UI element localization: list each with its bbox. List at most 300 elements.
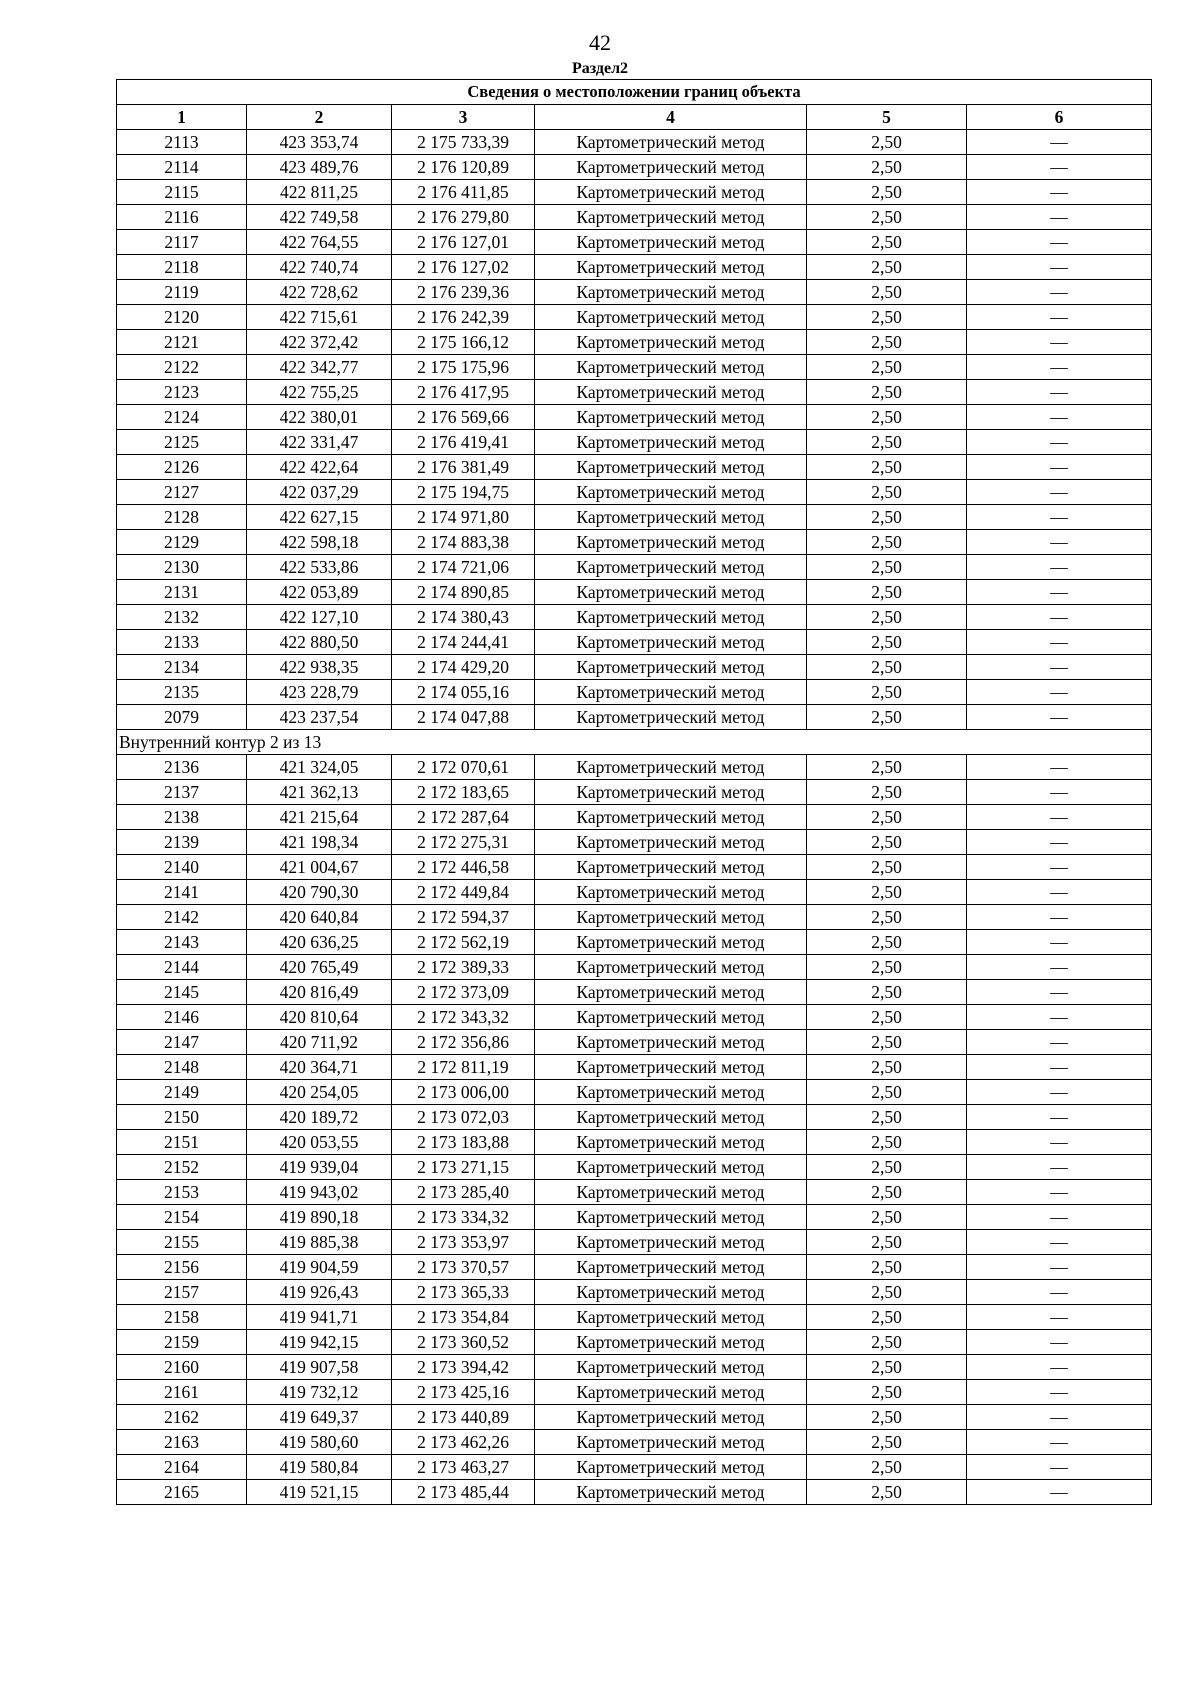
table-cell: — bbox=[967, 780, 1152, 805]
table-cell: Картометрический метод bbox=[535, 1230, 807, 1255]
table-cell: — bbox=[967, 880, 1152, 905]
table-cell: — bbox=[967, 455, 1152, 480]
table-cell: — bbox=[967, 330, 1152, 355]
table-cell: 2116 bbox=[117, 205, 247, 230]
table-cell: 422 533,86 bbox=[247, 555, 392, 580]
table-cell: 2,50 bbox=[807, 1005, 967, 1030]
table-cell: 2 173 271,15 bbox=[392, 1155, 535, 1180]
table-row bbox=[117, 555, 1152, 580]
table-cell: Картометрический метод bbox=[535, 1455, 807, 1480]
table-cell: 2 174 047,88 bbox=[392, 705, 535, 730]
table-cell: 2 172 287,64 bbox=[392, 805, 535, 830]
table-row bbox=[117, 180, 1152, 205]
table-cell: 2 174 883,38 bbox=[392, 530, 535, 555]
column-header: 1 bbox=[117, 105, 247, 130]
table-cell: Картометрический метод bbox=[535, 1130, 807, 1155]
table-caption-row bbox=[117, 80, 1152, 105]
table-cell: 2117 bbox=[117, 230, 247, 255]
table-cell: 2118 bbox=[117, 255, 247, 280]
table-cell: 2150 bbox=[117, 1105, 247, 1130]
table-cell: — bbox=[967, 1005, 1152, 1030]
table-cell: — bbox=[967, 755, 1152, 780]
table-cell: 2162 bbox=[117, 1405, 247, 1430]
table-cell: Картометрический метод bbox=[535, 1205, 807, 1230]
table-cell: 2134 bbox=[117, 655, 247, 680]
table-cell: — bbox=[967, 1080, 1152, 1105]
table-cell: — bbox=[967, 1205, 1152, 1230]
table-row bbox=[117, 1005, 1152, 1030]
table-row bbox=[117, 805, 1152, 830]
table-row bbox=[117, 1355, 1152, 1380]
table-cell: Картометрический метод bbox=[535, 1405, 807, 1430]
contour-row bbox=[117, 730, 1152, 755]
table-cell: 419 521,15 bbox=[247, 1480, 392, 1505]
table-cell: Картометрический метод bbox=[535, 155, 807, 180]
table-cell: 2 172 562,19 bbox=[392, 930, 535, 955]
table-cell: Картометрический метод bbox=[535, 855, 807, 880]
table-cell: — bbox=[967, 580, 1152, 605]
table-cell: 421 198,34 bbox=[247, 830, 392, 855]
table-cell: 2,50 bbox=[807, 130, 967, 155]
table-cell: 2,50 bbox=[807, 1155, 967, 1180]
table-cell: 420 254,05 bbox=[247, 1080, 392, 1105]
table-cell: 2 172 275,31 bbox=[392, 830, 535, 855]
column-header: 5 bbox=[807, 105, 967, 130]
table-cell: Картометрический метод bbox=[535, 1155, 807, 1180]
table-cell: 2136 bbox=[117, 755, 247, 780]
table-cell: 2,50 bbox=[807, 605, 967, 630]
table-cell: — bbox=[967, 1155, 1152, 1180]
table-cell: 420 816,49 bbox=[247, 980, 392, 1005]
table-row bbox=[117, 1130, 1152, 1155]
column-header: 2 bbox=[247, 105, 392, 130]
table-cell: — bbox=[967, 630, 1152, 655]
table-cell: 2,50 bbox=[807, 1105, 967, 1130]
table-cell: — bbox=[967, 1305, 1152, 1330]
table-cell: 2,50 bbox=[807, 530, 967, 555]
table-cell: Картометрический метод bbox=[535, 780, 807, 805]
table-cell: 2115 bbox=[117, 180, 247, 205]
table-row bbox=[117, 305, 1152, 330]
table-cell: 422 764,55 bbox=[247, 230, 392, 255]
table-cell: Картометрический метод bbox=[535, 830, 807, 855]
table-cell: 2 172 373,09 bbox=[392, 980, 535, 1005]
table-cell: Картометрический метод bbox=[535, 430, 807, 455]
table-cell: 2 173 183,88 bbox=[392, 1130, 535, 1155]
table-cell: 2152 bbox=[117, 1155, 247, 1180]
table-cell: 421 324,05 bbox=[247, 755, 392, 780]
table-cell: — bbox=[967, 1055, 1152, 1080]
table-row bbox=[117, 655, 1152, 680]
table-cell: 422 627,15 bbox=[247, 505, 392, 530]
table-cell: 422 811,25 bbox=[247, 180, 392, 205]
table-cell: Картометрический метод bbox=[535, 1305, 807, 1330]
table-cell: Картометрический метод bbox=[535, 1080, 807, 1105]
table-row bbox=[117, 1480, 1152, 1505]
table-cell: 2 173 334,32 bbox=[392, 1205, 535, 1230]
table-row bbox=[117, 355, 1152, 380]
table-row bbox=[117, 330, 1152, 355]
table-cell: Картометрический метод bbox=[535, 1055, 807, 1080]
table-cell: Картометрический метод bbox=[535, 380, 807, 405]
table-cell: 2,50 bbox=[807, 355, 967, 380]
table-cell: 2114 bbox=[117, 155, 247, 180]
table-cell: 2,50 bbox=[807, 155, 967, 180]
table-cell: 2 173 463,27 bbox=[392, 1455, 535, 1480]
table-cell: 2 173 440,89 bbox=[392, 1405, 535, 1430]
table-cell: 420 790,30 bbox=[247, 880, 392, 905]
table-cell: 2113 bbox=[117, 130, 247, 155]
table-row bbox=[117, 1055, 1152, 1080]
table-cell: Картометрический метод bbox=[535, 705, 807, 730]
table-cell: 420 640,84 bbox=[247, 905, 392, 930]
table-cell: 2,50 bbox=[807, 655, 967, 680]
table-cell: Картометрический метод bbox=[535, 905, 807, 930]
table-cell: 419 580,84 bbox=[247, 1455, 392, 1480]
table-cell: 419 939,04 bbox=[247, 1155, 392, 1180]
table-cell: 422 380,01 bbox=[247, 405, 392, 430]
table-cell: 2139 bbox=[117, 830, 247, 855]
table-cell: — bbox=[967, 205, 1152, 230]
table-cell: Картометрический метод bbox=[535, 330, 807, 355]
table-cell: 2,50 bbox=[807, 880, 967, 905]
table-row bbox=[117, 905, 1152, 930]
table-cell: 2 176 569,66 bbox=[392, 405, 535, 430]
table-cell: 2,50 bbox=[807, 580, 967, 605]
table-cell: — bbox=[967, 555, 1152, 580]
table-cell: 2137 bbox=[117, 780, 247, 805]
table-cell: 2142 bbox=[117, 905, 247, 930]
table-cell: 422 740,74 bbox=[247, 255, 392, 280]
table-caption: Сведения о местоположении границ объекта bbox=[117, 80, 1152, 105]
table-cell: 2 172 343,32 bbox=[392, 1005, 535, 1030]
table-cell: — bbox=[967, 955, 1152, 980]
table-row bbox=[117, 1180, 1152, 1205]
table-cell: — bbox=[967, 280, 1152, 305]
table-cell: 2164 bbox=[117, 1455, 247, 1480]
table-cell: 2 174 055,16 bbox=[392, 680, 535, 705]
table-cell: 2,50 bbox=[807, 430, 967, 455]
table-cell: 422 422,64 bbox=[247, 455, 392, 480]
table-cell: Картометрический метод bbox=[535, 930, 807, 955]
table-cell: — bbox=[967, 705, 1152, 730]
table-cell: 2,50 bbox=[807, 1480, 967, 1505]
table-row bbox=[117, 280, 1152, 305]
table-cell: — bbox=[967, 405, 1152, 430]
boundary-coordinates-table bbox=[116, 79, 1152, 1505]
table-cell: Картометрический метод bbox=[535, 355, 807, 380]
table-cell: 2,50 bbox=[807, 1380, 967, 1405]
table-cell: 2,50 bbox=[807, 330, 967, 355]
table-cell: — bbox=[967, 255, 1152, 280]
table-cell: — bbox=[967, 805, 1152, 830]
table-cell: 419 907,58 bbox=[247, 1355, 392, 1380]
table-cell: Картометрический метод bbox=[535, 755, 807, 780]
table-cell: Картометрический метод bbox=[535, 880, 807, 905]
column-header-row bbox=[117, 105, 1152, 130]
table-cell: 2140 bbox=[117, 855, 247, 880]
table-cell: Картометрический метод bbox=[535, 1480, 807, 1505]
table-cell: — bbox=[967, 180, 1152, 205]
table-cell: Картометрический метод bbox=[535, 955, 807, 980]
table-cell: Картометрический метод bbox=[535, 1180, 807, 1205]
table-cell: 421 362,13 bbox=[247, 780, 392, 805]
table-cell: 422 749,58 bbox=[247, 205, 392, 230]
table-cell: 2 173 365,33 bbox=[392, 1280, 535, 1305]
table-cell: — bbox=[967, 1455, 1152, 1480]
table-cell: 2145 bbox=[117, 980, 247, 1005]
table-cell: 2130 bbox=[117, 555, 247, 580]
table-cell: 2,50 bbox=[807, 205, 967, 230]
table-cell: 2147 bbox=[117, 1030, 247, 1055]
table-cell: — bbox=[967, 1030, 1152, 1055]
table-cell: 2 172 356,86 bbox=[392, 1030, 535, 1055]
table-cell: Картометрический метод bbox=[535, 630, 807, 655]
table-row bbox=[117, 1405, 1152, 1430]
table-row bbox=[117, 430, 1152, 455]
table-cell: 2 176 381,49 bbox=[392, 455, 535, 480]
table-cell: 2 173 072,03 bbox=[392, 1105, 535, 1130]
table-cell: 2 176 120,89 bbox=[392, 155, 535, 180]
table-cell: 2128 bbox=[117, 505, 247, 530]
table-cell: — bbox=[967, 355, 1152, 380]
table-cell: 2 172 811,19 bbox=[392, 1055, 535, 1080]
table-cell: 2,50 bbox=[807, 1355, 967, 1380]
table-cell: 422 598,18 bbox=[247, 530, 392, 555]
table-cell: 2 174 971,80 bbox=[392, 505, 535, 530]
table-cell: 423 489,76 bbox=[247, 155, 392, 180]
table-cell: 419 941,71 bbox=[247, 1305, 392, 1330]
table-cell: 2161 bbox=[117, 1380, 247, 1405]
table-cell: 2,50 bbox=[807, 1030, 967, 1055]
table-row bbox=[117, 830, 1152, 855]
table-cell: Картометрический метод bbox=[535, 1280, 807, 1305]
table-row bbox=[117, 130, 1152, 155]
table-row bbox=[117, 530, 1152, 555]
table-cell: — bbox=[967, 1230, 1152, 1255]
table-cell: — bbox=[967, 930, 1152, 955]
table-row bbox=[117, 480, 1152, 505]
table-cell: 2 172 446,58 bbox=[392, 855, 535, 880]
table-cell: Картометрический метод bbox=[535, 1255, 807, 1280]
table-cell: 423 353,74 bbox=[247, 130, 392, 155]
table-cell: 2 176 242,39 bbox=[392, 305, 535, 330]
table-cell: 420 711,92 bbox=[247, 1030, 392, 1055]
table-cell: 2 174 890,85 bbox=[392, 580, 535, 605]
table-row bbox=[117, 580, 1152, 605]
table-cell: 2,50 bbox=[807, 1255, 967, 1280]
table-cell: Картометрический метод bbox=[535, 1330, 807, 1355]
table-row bbox=[117, 1205, 1152, 1230]
table-cell: 2 176 279,80 bbox=[392, 205, 535, 230]
table-cell: 2 172 070,61 bbox=[392, 755, 535, 780]
table-cell: 2155 bbox=[117, 1230, 247, 1255]
table-cell: 421 004,67 bbox=[247, 855, 392, 880]
table-cell: — bbox=[967, 830, 1152, 855]
table-cell: 2 173 462,26 bbox=[392, 1430, 535, 1455]
table-row bbox=[117, 1455, 1152, 1480]
table-cell: 422 728,62 bbox=[247, 280, 392, 305]
table-cell: 2125 bbox=[117, 430, 247, 455]
table-row bbox=[117, 205, 1152, 230]
table-cell: 2165 bbox=[117, 1480, 247, 1505]
table-cell: 422 880,50 bbox=[247, 630, 392, 655]
table-cell: — bbox=[967, 1480, 1152, 1505]
table-row bbox=[117, 255, 1152, 280]
table-cell: 2 172 183,65 bbox=[392, 780, 535, 805]
table-cell: Картометрический метод bbox=[535, 1430, 807, 1455]
table-row bbox=[117, 1105, 1152, 1130]
table-cell: Картометрический метод bbox=[535, 530, 807, 555]
table-cell: 2 172 449,84 bbox=[392, 880, 535, 905]
table-cell: 2 172 389,33 bbox=[392, 955, 535, 980]
table-cell: 2 173 425,16 bbox=[392, 1380, 535, 1405]
table-cell: Картометрический метод bbox=[535, 1030, 807, 1055]
table-cell: Картометрический метод bbox=[535, 305, 807, 330]
table-row bbox=[117, 1255, 1152, 1280]
table-cell: — bbox=[967, 1330, 1152, 1355]
table-cell: — bbox=[967, 380, 1152, 405]
table-cell: — bbox=[967, 1280, 1152, 1305]
table-cell: 2 174 721,06 bbox=[392, 555, 535, 580]
table-cell: — bbox=[967, 305, 1152, 330]
table-row bbox=[117, 230, 1152, 255]
table-cell: 2122 bbox=[117, 355, 247, 380]
table-cell: — bbox=[967, 605, 1152, 630]
table-row bbox=[117, 1155, 1152, 1180]
table-cell: — bbox=[967, 1105, 1152, 1130]
table-row bbox=[117, 1380, 1152, 1405]
table-cell: 2,50 bbox=[807, 630, 967, 655]
table-cell: 2124 bbox=[117, 405, 247, 430]
table-cell: 2,50 bbox=[807, 180, 967, 205]
table-cell: 2 173 394,42 bbox=[392, 1355, 535, 1380]
table-cell: — bbox=[967, 980, 1152, 1005]
table-cell: 2156 bbox=[117, 1255, 247, 1280]
table-cell: 422 372,42 bbox=[247, 330, 392, 355]
table-row bbox=[117, 980, 1152, 1005]
table-cell: 420 364,71 bbox=[247, 1055, 392, 1080]
column-header: 4 bbox=[535, 105, 807, 130]
table-cell: 2,50 bbox=[807, 1330, 967, 1355]
table-cell: 2131 bbox=[117, 580, 247, 605]
contour-label: Внутренний контур 2 из 13 bbox=[117, 730, 1152, 755]
table-cell: 2146 bbox=[117, 1005, 247, 1030]
table-row bbox=[117, 755, 1152, 780]
table-cell: 2 176 127,02 bbox=[392, 255, 535, 280]
table-cell: 2 175 166,12 bbox=[392, 330, 535, 355]
column-header: 3 bbox=[392, 105, 535, 130]
table-cell: 2 176 239,36 bbox=[392, 280, 535, 305]
table-cell: 2,50 bbox=[807, 805, 967, 830]
page-number: 42 bbox=[589, 30, 611, 55]
table-cell: 2121 bbox=[117, 330, 247, 355]
table-cell: 2 173 285,40 bbox=[392, 1180, 535, 1205]
table-cell: Картометрический метод bbox=[535, 405, 807, 430]
table-cell: 2135 bbox=[117, 680, 247, 705]
table-cell: 420 765,49 bbox=[247, 955, 392, 980]
table-row bbox=[117, 155, 1152, 180]
table-cell: 2,50 bbox=[807, 780, 967, 805]
table-cell: 420 636,25 bbox=[247, 930, 392, 955]
table-cell: 2120 bbox=[117, 305, 247, 330]
table-cell: 2,50 bbox=[807, 505, 967, 530]
table-cell: Картометрический метод bbox=[535, 455, 807, 480]
table-cell: — bbox=[967, 1255, 1152, 1280]
table-cell: — bbox=[967, 155, 1152, 180]
table-cell: 2 176 411,85 bbox=[392, 180, 535, 205]
table-row bbox=[117, 380, 1152, 405]
table-cell: 2,50 bbox=[807, 280, 967, 305]
table-cell: Картометрический метод bbox=[535, 230, 807, 255]
table-cell: Картометрический метод bbox=[535, 1005, 807, 1030]
table-cell: Картометрический метод bbox=[535, 555, 807, 580]
table-row bbox=[117, 630, 1152, 655]
table-cell: 419 732,12 bbox=[247, 1380, 392, 1405]
table-cell: 2 173 353,97 bbox=[392, 1230, 535, 1255]
table-cell: 2 176 417,95 bbox=[392, 380, 535, 405]
table-cell: 2 175 733,39 bbox=[392, 130, 535, 155]
table-cell: 2160 bbox=[117, 1355, 247, 1380]
table-cell: — bbox=[967, 1355, 1152, 1380]
table-cell: 419 890,18 bbox=[247, 1205, 392, 1230]
table-cell: Картометрический метод bbox=[535, 605, 807, 630]
table-cell: 419 926,43 bbox=[247, 1280, 392, 1305]
table-cell: Картометрический метод bbox=[535, 180, 807, 205]
table-cell: 419 904,59 bbox=[247, 1255, 392, 1280]
table-row bbox=[117, 455, 1152, 480]
table-cell: — bbox=[967, 905, 1152, 930]
table-cell: 421 215,64 bbox=[247, 805, 392, 830]
table-cell: 2,50 bbox=[807, 1205, 967, 1230]
table-cell: Картометрический метод bbox=[535, 280, 807, 305]
table-cell: 2079 bbox=[117, 705, 247, 730]
table-cell: 2133 bbox=[117, 630, 247, 655]
table-cell: 2,50 bbox=[807, 230, 967, 255]
table-cell: Картометрический метод bbox=[535, 1380, 807, 1405]
table-cell: 2148 bbox=[117, 1055, 247, 1080]
table-cell: 2144 bbox=[117, 955, 247, 980]
table-cell: 2 174 244,41 bbox=[392, 630, 535, 655]
table-cell: 2,50 bbox=[807, 705, 967, 730]
table-cell: — bbox=[967, 130, 1152, 155]
table-cell: 2129 bbox=[117, 530, 247, 555]
table-cell: 2,50 bbox=[807, 1280, 967, 1305]
table-cell: 422 938,35 bbox=[247, 655, 392, 680]
table-cell: 2 172 594,37 bbox=[392, 905, 535, 930]
table-cell: 2,50 bbox=[807, 380, 967, 405]
table-cell: 423 237,54 bbox=[247, 705, 392, 730]
table-cell: 2138 bbox=[117, 805, 247, 830]
table-cell: 2,50 bbox=[807, 755, 967, 780]
table-cell: 420 810,64 bbox=[247, 1005, 392, 1030]
table-cell: Картометрический метод bbox=[535, 980, 807, 1005]
table-cell: Картометрический метод bbox=[535, 130, 807, 155]
table-cell: Картометрический метод bbox=[535, 255, 807, 280]
table-cell: Картометрический метод bbox=[535, 680, 807, 705]
table-cell: 2126 bbox=[117, 455, 247, 480]
table-cell: 2,50 bbox=[807, 1405, 967, 1430]
table-cell: — bbox=[967, 855, 1152, 880]
table-row bbox=[117, 405, 1152, 430]
table-cell: 2,50 bbox=[807, 1180, 967, 1205]
table-cell: Картометрический метод bbox=[535, 655, 807, 680]
table-row bbox=[117, 1080, 1152, 1105]
table-cell: 2127 bbox=[117, 480, 247, 505]
table-cell: 2,50 bbox=[807, 1430, 967, 1455]
table-row bbox=[117, 1330, 1152, 1355]
table-cell: 2159 bbox=[117, 1330, 247, 1355]
